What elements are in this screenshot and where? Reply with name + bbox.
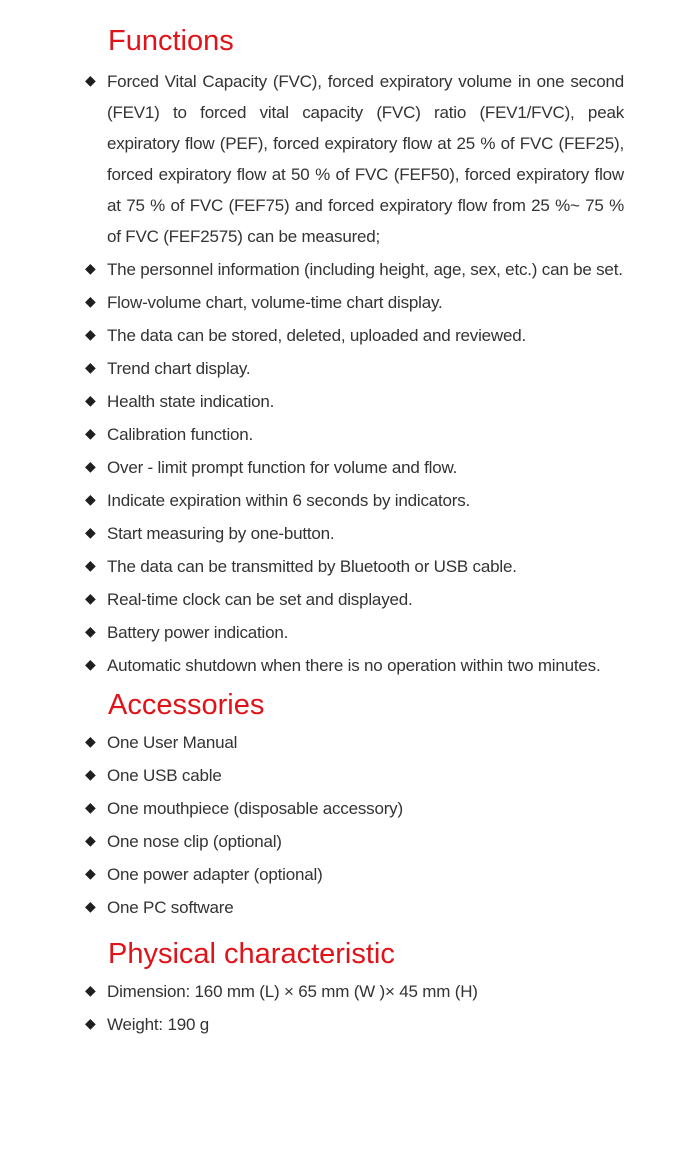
list-item [85, 320, 624, 351]
list-item-text: Over - limit prompt function for volume and flow. [107, 458, 458, 477]
list-item [85, 254, 624, 285]
section-heading-functions: Functions [108, 25, 234, 57]
list-item [85, 976, 624, 1007]
list-item-text: Flow-volume chart, volume-time chart display. [107, 293, 443, 312]
diamond-bullet-icon: ◆ [85, 983, 96, 999]
list-item-text: One PC software [107, 898, 234, 917]
diamond-bullet-icon: ◆ [85, 899, 96, 915]
list-item [85, 826, 624, 857]
list-item [85, 617, 624, 648]
list-item [85, 760, 624, 791]
list-item-text: One User Manual [107, 733, 238, 752]
list-item-text: Start measuring by one-button. [107, 524, 335, 543]
diamond-bullet-icon: ◆ [85, 657, 96, 673]
section-heading-accessories: Accessories [108, 689, 265, 721]
list-item-text: The personnel information (including height, age, sex, etc.) can be set. [107, 260, 623, 279]
diamond-bullet-icon: ◆ [85, 459, 96, 475]
list-item-text: One USB cable [107, 766, 222, 785]
list-item [85, 518, 624, 549]
list-item [85, 727, 624, 758]
list-item [85, 650, 624, 681]
list-item-text: Real-time clock can be set and displayed. [107, 590, 413, 609]
list-item-text: Health state indication. [107, 392, 275, 411]
list-item-text: Dimension: 160 mm (L) × 65 mm (W )× 45 mm (H) [107, 982, 478, 1001]
list-item [85, 452, 624, 483]
diamond-bullet-icon: ◆ [85, 294, 96, 310]
diamond-bullet-icon: ◆ [85, 800, 96, 816]
list-item [85, 66, 624, 252]
list-item [85, 353, 624, 384]
list-item [85, 859, 624, 890]
diamond-bullet-icon: ◆ [85, 393, 96, 409]
list-item [85, 287, 624, 318]
list-item-text: The data can be transmitted by Bluetooth or USB cable. [107, 557, 517, 576]
list-item [85, 419, 624, 450]
list-item [85, 793, 624, 824]
list-item-text: One power adapter (optional) [107, 865, 323, 884]
list-item-text: Battery power indication. [107, 623, 289, 642]
list-item [85, 551, 624, 582]
list-item-text: One mouthpiece (disposable accessory) [107, 799, 403, 818]
diamond-bullet-icon: ◆ [85, 73, 96, 89]
list-item-text: Weight: 190 g [107, 1015, 209, 1034]
manual-page [0, 21, 680, 1150]
list-item-text: Forced Vital Capacity (FVC), forced expiratory volume in one second (FEV1) to forced vital capacity (FVC) ratio (FEV1/FVC), peak expiratory flow (PEF), forced expiratory flow at 25 % of FVC (FEF25), forced expiratory flow at 50 % of FVC (FEF50), forced expiratory flow at 75 % of FVC (FEF75) and forced expiratory flow from 25 %~ 75 % of FVC (FEF2575) can be measured; [107, 72, 624, 246]
diamond-bullet-icon: ◆ [85, 767, 96, 783]
diamond-bullet-icon: ◆ [85, 327, 96, 343]
list-item-text: One nose clip (optional) [107, 832, 282, 851]
diamond-bullet-icon: ◆ [85, 558, 96, 574]
list-item [85, 892, 624, 923]
diamond-bullet-icon: ◆ [85, 492, 96, 508]
diamond-bullet-icon: ◆ [85, 624, 96, 640]
list-item-text: The data can be stored, deleted, uploaded and reviewed. [107, 326, 527, 345]
list-item [85, 1009, 624, 1040]
diamond-bullet-icon: ◆ [85, 360, 96, 376]
diamond-bullet-icon: ◆ [85, 426, 96, 442]
list-item [85, 584, 624, 615]
diamond-bullet-icon: ◆ [85, 525, 96, 541]
diamond-bullet-icon: ◆ [85, 261, 96, 277]
section-heading-physical-characteristic: Physical characteristic [108, 938, 395, 970]
diamond-bullet-icon: ◆ [85, 1016, 96, 1032]
diamond-bullet-icon: ◆ [85, 591, 96, 607]
list-item-text: Trend chart display. [107, 359, 251, 378]
list-item [85, 485, 624, 516]
list-item-text: Automatic shutdown when there is no operation within two minutes. [107, 656, 601, 675]
diamond-bullet-icon: ◆ [85, 734, 96, 750]
list-item-text: Calibration function. [107, 425, 254, 444]
list-item-text: Indicate expiration within 6 seconds by indicators. [107, 491, 471, 510]
list-item [85, 386, 624, 417]
diamond-bullet-icon: ◆ [85, 833, 96, 849]
diamond-bullet-icon: ◆ [85, 866, 96, 882]
